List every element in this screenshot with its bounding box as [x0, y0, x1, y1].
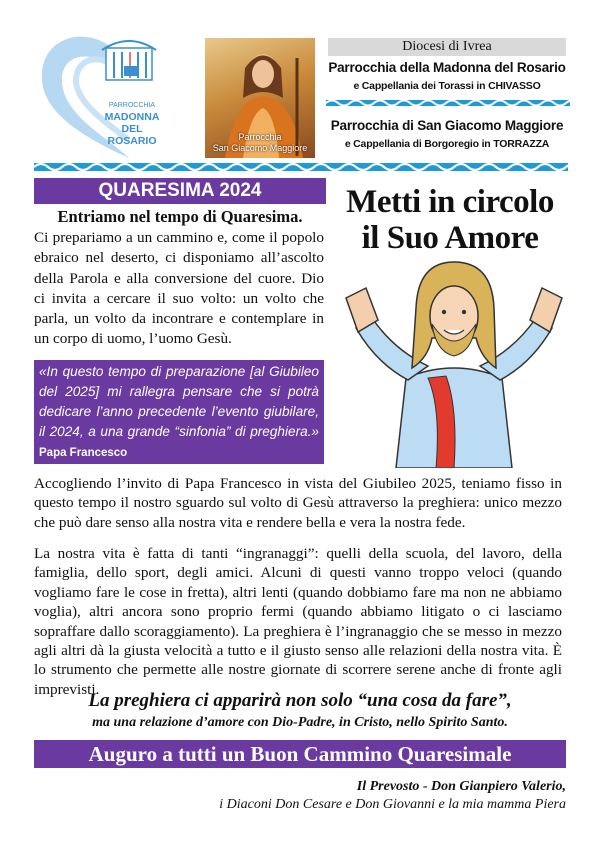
greeting-banner: Auguro a tutti un Buon Cammino Quaresimale: [34, 740, 566, 768]
diocese-label: Diocesi di Ivrea: [328, 38, 566, 56]
photo-caption-line1: Parrocchia: [238, 132, 282, 142]
emphasis-line-1: La preghiera ci apparirà non solo “una cosa da fare”,: [88, 690, 512, 711]
parish-title-san-giacomo: Parrocchia di San Giacomo Maggiore: [330, 118, 564, 133]
body-paragraph-1: Accogliendo l’invito di Papa Francesco in vista del Giubileo 2025, teniamo fisso in questo tempo il nostro sguardo sul volto di Gesù attraverso la preghiera: unico mezzo che può dare senso alla nostra vita e rendere bella e vera la nostra fede.: [34, 475, 562, 531]
emphasis-line-2: ma una relazione d’amore con Dio-Padre, in Cristo, nello Spirito Santo.: [92, 715, 508, 730]
headline-line1: Metti in circolo: [346, 184, 554, 220]
chaplaincy-chivasso: e Cappellania dei Torassi in CHIVASSO: [353, 80, 541, 92]
parish-logo: [34, 30, 194, 160]
pope-quote-text: «In questo tempo di preparazione [al Giubileo del 2025] mi rallegra pensare che si potrà dedicare l’anno precedente l’evento giubilare, il 2024, a una grande “sinfonia” di preghiera.»: [39, 364, 319, 439]
chaplaincy-torrazza: e Cappellania di Borgoregio in TORRAZZA: [344, 138, 550, 150]
photo-caption-line2: San Giacomo Maggiore: [212, 143, 308, 153]
headline-line2: il Suo Amore: [361, 220, 539, 256]
saint-james-image: [205, 38, 315, 158]
signature-line-2: i Diaconi Don Cesare e Don Giovanni e la mia mamma Piera: [219, 797, 566, 812]
quaresima-intro: Ci prepariamo a un cammino e, come il popolo ebraico nel deserto, ci disponiamo all’ascolto della Parola e alla conversione del cuore. Dio ci invita a cercare il suo volto: un volto che parla, un volto da incontrare e contemplare in un corpo di uomo, l’uomo Gesù.: [34, 229, 324, 348]
headline: [334, 184, 566, 256]
quaresima-subtitle: Entriamo nel tempo di Quaresima.: [57, 207, 303, 226]
body-paragraph-2: La nostra vita è fatta di tanti “ingranaggi”: quelli della scuola, del lavoro, della famiglia, dello sport, degli amici. Alcuni di questi vanno troppo veloci (quando vogliamo fare le cose in fretta), altri lenti (quando dobbiamo fare ma non ne abbiamo voglia), altri ancora sono proprio fermi (quando abbiamo litigato o ci lasciamo sopraffare dallo scoraggiamento). La preghiera è l’ingranaggio che se messo in mezzo agli altri dà la giusta velocità a tutto e il giusto senso alle relazioni della nostra vita. È lo strumento che permette alle nostre giornate di scorrere serene anche di fronte agli imprevisti.: [34, 545, 562, 698]
pope-quote-author: Papa Francesco: [39, 447, 128, 459]
wave-divider: [326, 97, 570, 109]
quaresima-title: QUARESIMA 2024: [34, 178, 326, 204]
logo-text-line4: ROSARIO: [107, 135, 157, 147]
wave-divider-wide: [34, 160, 568, 174]
logo-text-line2: MADONNA: [104, 111, 160, 123]
jesus-open-arms-illustration: [336, 258, 572, 468]
logo-text-line3: DEL: [121, 123, 143, 135]
logo-text-line1: PARROCCHIA: [108, 102, 156, 109]
pope-quote-box: [34, 360, 324, 464]
parish-title-rosario: Parrocchia della Madonna del Rosario: [328, 60, 566, 75]
signature-line-1: Il Prevosto - Don Gianpiero Valerio,: [356, 779, 566, 794]
